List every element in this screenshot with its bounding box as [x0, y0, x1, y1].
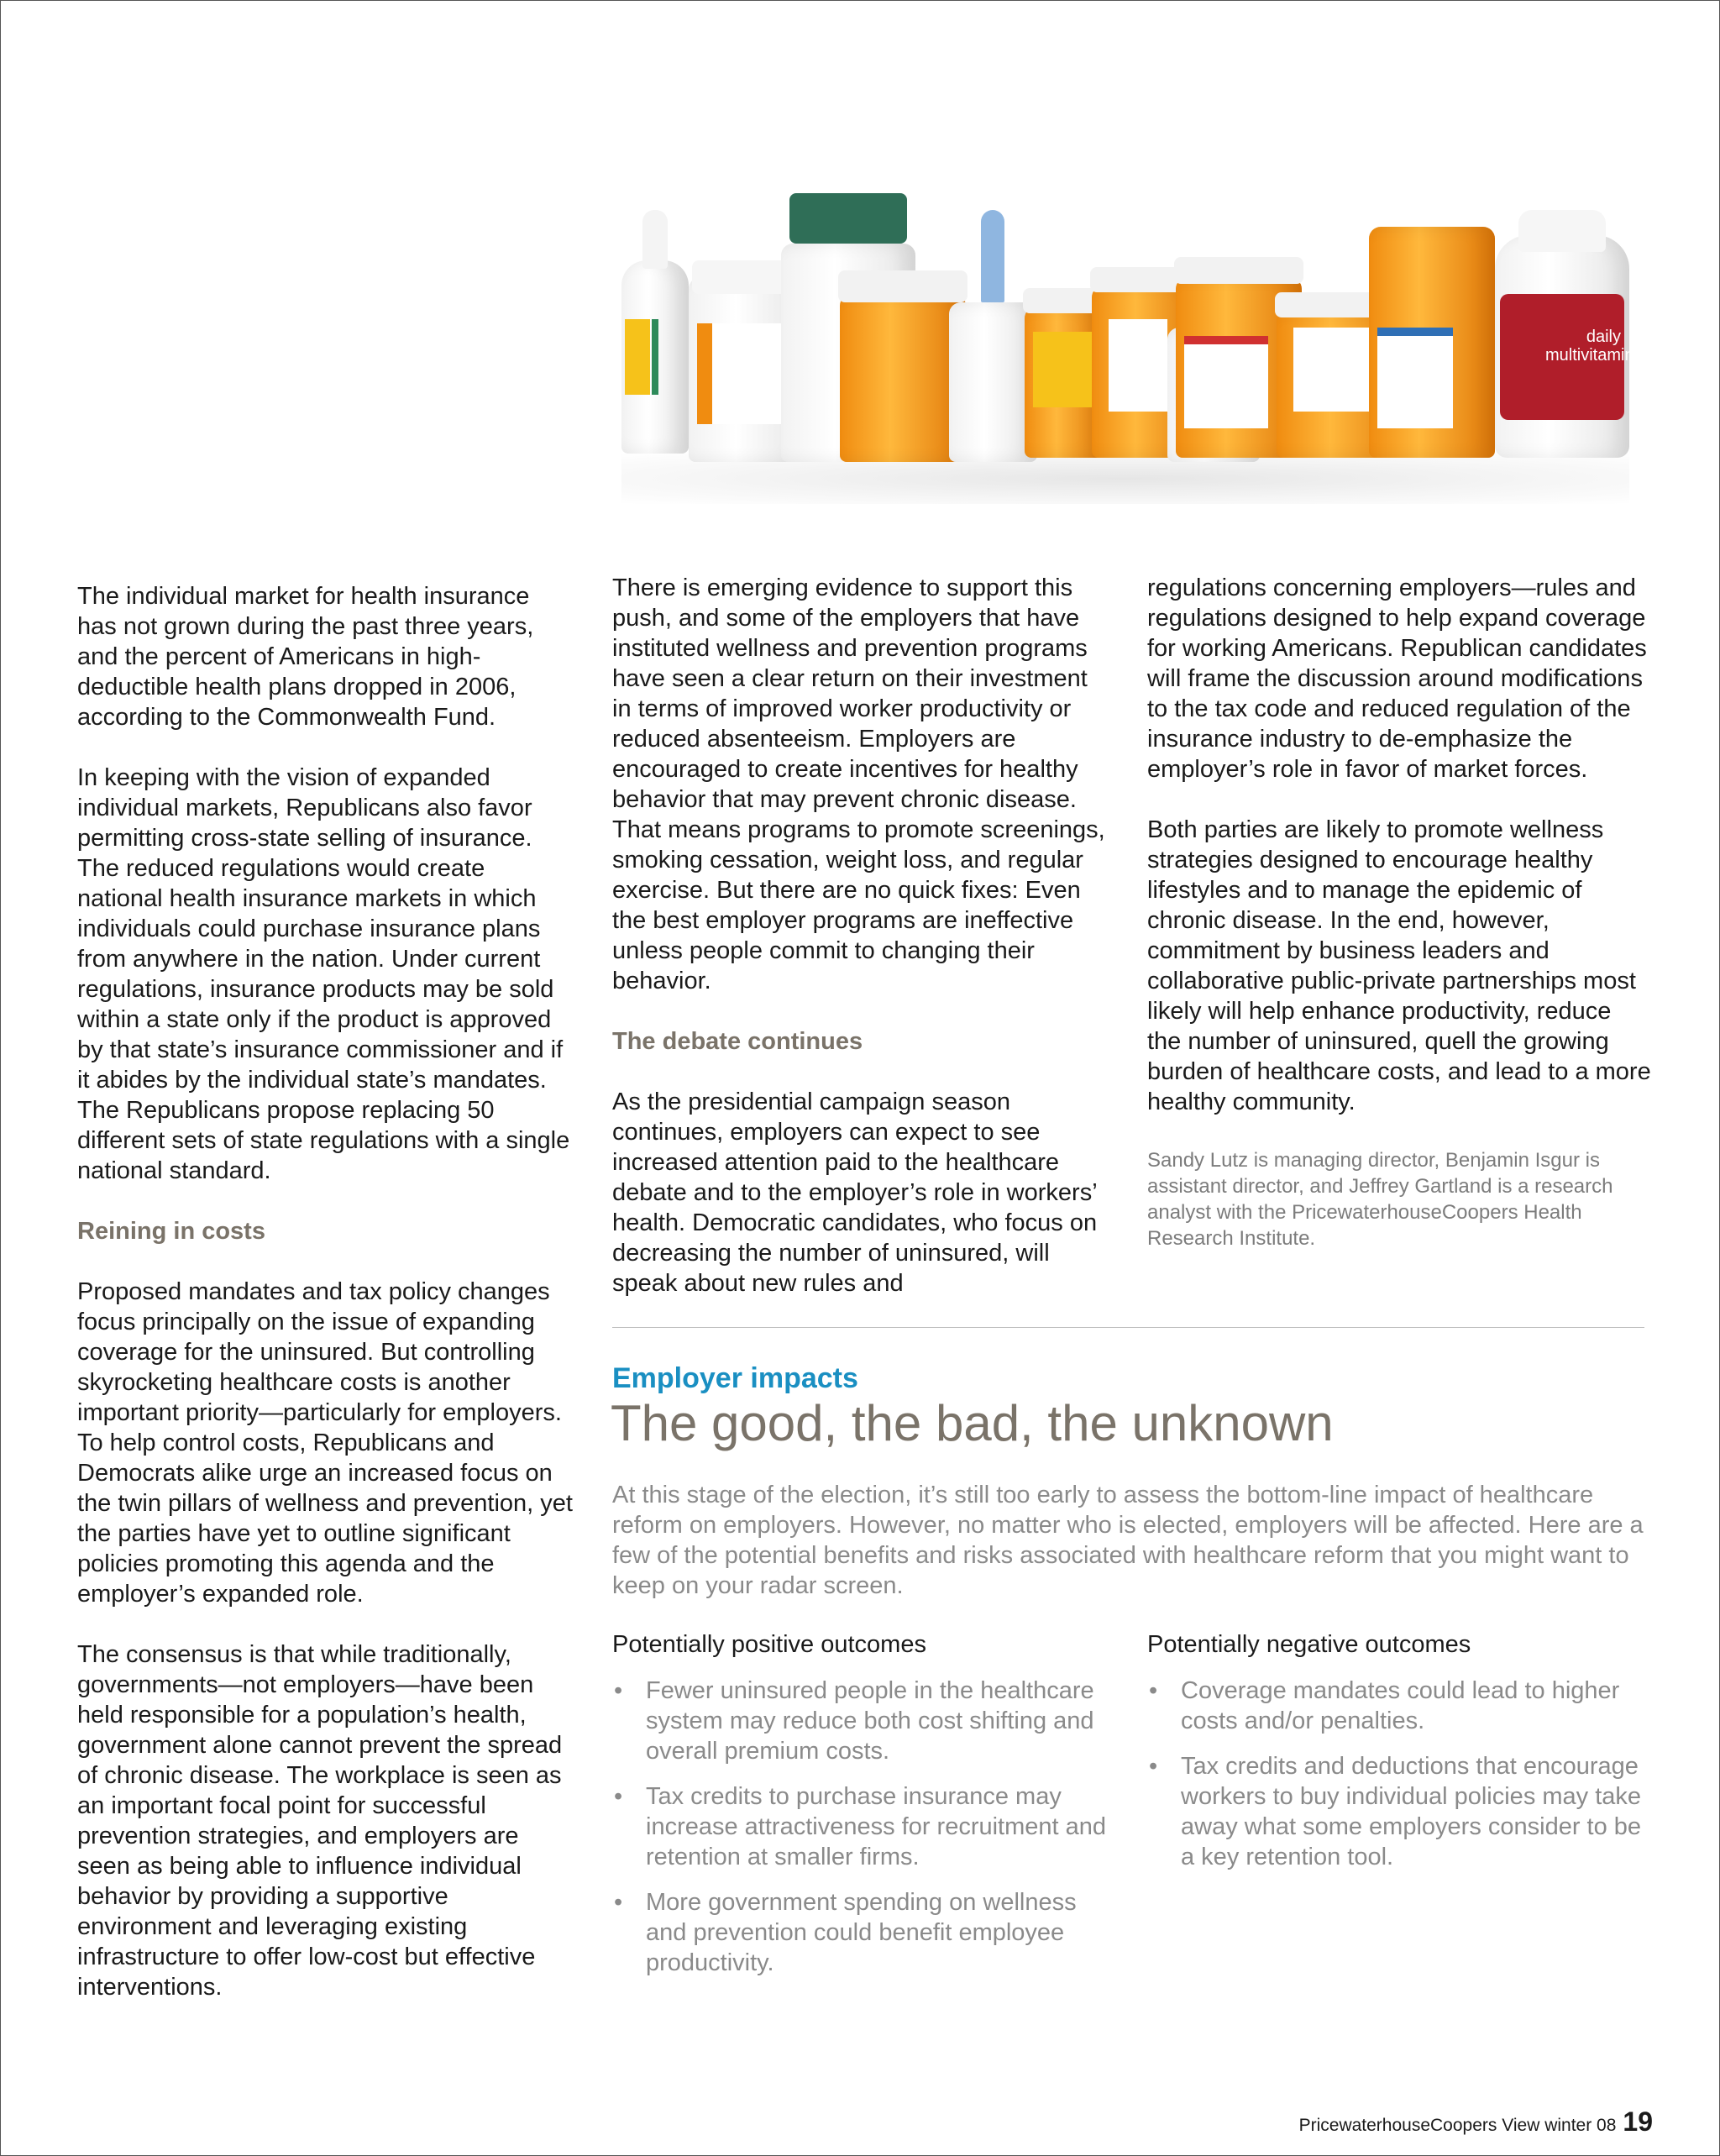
column-2 [612, 573, 1108, 1298]
bullet-icon: • [1149, 1677, 1158, 1704]
list-item [1147, 1751, 1651, 1872]
column-1 [77, 581, 573, 2002]
page-number: 19 [1623, 2106, 1653, 2137]
amber-bottle-6 [1369, 227, 1495, 458]
body-paragraph: Both parties are likely to promote wellness strategies designed to encourage healthy lifestyles and to manage the epidemic of chronic disease. In the end, however, commitment by business leaders and collaborative public-private partnerships most likely will help enhance productivity, reduce the number of uninsured, quell the growing burden of healthcare costs, and lead to a more healthy community. [1147, 816, 1651, 1115]
impacts-kicker: Employer impacts [612, 1362, 858, 1394]
list-item-text: Fewer uninsured people in the healthcare system may reduce both cost shifting and overall premium costs. [646, 1677, 1094, 1765]
list-item [612, 1887, 1116, 1978]
body-paragraph: There is emerging evidence to support this push, and some of the employers that have instituted wellness and prevention programs have seen a clear return on their investment in terms of improved worker productivity or reduced absenteeism. Employers are encouraged to create incentives for healthy behavior that may prevent chronic disease. That means programs to promote screenings, smoking cessation, weight loss, and regular exercise. But there are no quick fixes: Even the best employer programs are ineffective unless people commit to changing their behavior. [612, 574, 1105, 994]
bullet-icon: • [1149, 1753, 1158, 1780]
column-3 [1147, 573, 1651, 1282]
impacts-intro: At this stage of the election, it’s still too early to assess the bottom-line impact of healthcare reform on employers. However, no matter who is elected, employers will be affected. Here are a few of the potential benefits and risks associated with healthcare reform that you might want to keep on your radar screen. [612, 1482, 1644, 1599]
subheading-reining-in-costs: Reining in costs [77, 1218, 265, 1245]
list-item [612, 1676, 1116, 1766]
author-bio: Sandy Lutz is managing director, Benjamin Isgur is assistant director, and Jeffrey Gartland is a research analyst with the PricewaterhouseCoopers Health Research Institute. [1147, 1149, 1613, 1250]
body-paragraph: Proposed mandates and tax policy changes focus principally on the issue of expanding coverage for the uninsured. But controlling skyrocketing healthcare costs is another important priority—particularly for employers. To help control costs, Republicans and Democrats alike urge an increased focus on the twin pillars of wellness and prevention, yet the parties have yet to outline significant policies promoting this agenda and the employer’s expanded role. [77, 1278, 573, 1608]
list-item [612, 1781, 1116, 1872]
negative-outcomes-list [1147, 1676, 1651, 1887]
body-paragraph: The individual market for health insurance has not grown during the past three years, and the percent of Americans in high-deductible health plans dropped in 2006, according to the Commonwealth Fund. [77, 583, 534, 731]
bullet-icon: • [614, 1889, 623, 1916]
body-paragraph: regulations concerning employers—rules and regulations designed to help expand coverage for working Americans. Republican candidates will frame the discussion around modifications to the tax code and reduced regulation of the insurance industry to de-emphasize the employer’s role in favor of market forces. [1147, 574, 1647, 783]
body-paragraph: As the presidential campaign season continues, employers can expect to see increased attention paid to the healthcare debate and to the employer’s role in workers’ health. Democratic candidates, who focus on decreasing the number of uninsured, will speak about new rules and [612, 1088, 1098, 1297]
impacts-title: The good, the bad, the unknown [611, 1395, 1334, 1451]
amber-bottle-1 [840, 294, 966, 462]
negative-outcomes-heading: Potentially negative outcomes [1147, 1631, 1471, 1658]
bullet-icon: • [614, 1783, 623, 1810]
body-paragraph: In keeping with the vision of expanded individual markets, Republicans also favor permitting cross-state selling of insurance. The reduced regulations would create national health insurance markets in which individuals could purchase insurance plans from anywhere in the nation. Under current regulations, insurance products may be sold within a state only if the product is approved by that state’s insurance commissioner and if it abides by the individual state’s mandates. The Republicans propose replacing 50 different sets of state regulations with a single national standard. [77, 764, 570, 1184]
section-divider [612, 1327, 1644, 1328]
dropper-bottle [621, 260, 689, 454]
body-paragraph: The consensus is that while traditionally, governments—not employers—have been held responsible for a population’s health, government alone cannot prevent the spread of chronic disease. The workplace is seen as an important focal point for successful prevention strategies, and employers are seen as being able to influence individual behavior by providing a supportive environment and leveraging existing infrastructure to offer low-cost but effective interventions. [77, 1641, 563, 2001]
list-item-text: Tax credits and deductions that encourage workers to buy individual policies may take away what some employers consider to be a key retention tool. [1181, 1753, 1642, 1870]
bullet-icon: • [614, 1677, 623, 1704]
multivitamin-bottle [1495, 235, 1634, 458]
list-item-text: Coverage mandates could lead to higher costs and/or penalties. [1181, 1677, 1620, 1734]
positive-outcomes-heading: Potentially positive outcomes [612, 1631, 926, 1658]
publication-name: PricewaterhouseCoopers View winter 08 [1298, 2116, 1617, 2135]
list-item-text: Tax credits to purchase insurance may increase attractiveness for recruitment and retention at smaller firms. [646, 1783, 1107, 1870]
list-item [1147, 1676, 1651, 1736]
page-footer [1299, 2106, 1653, 2138]
list-item-text: More government spending on wellness and prevention could benefit employee productivity. [646, 1889, 1077, 1976]
subheading-debate-continues: The debate continues [612, 1028, 863, 1055]
multivitamin-label-text: daily multivitamin [1545, 328, 1634, 365]
pill-bottles-photo [588, 160, 1646, 512]
positive-outcomes-list [612, 1676, 1116, 1993]
